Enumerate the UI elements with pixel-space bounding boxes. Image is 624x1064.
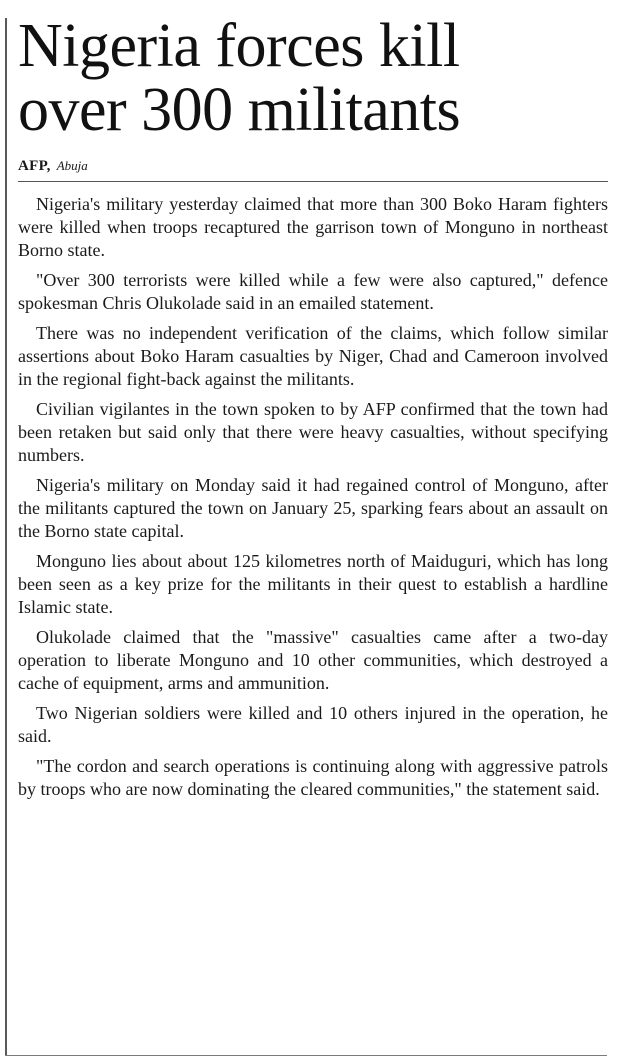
body-paragraph: There was no independent verification of the claims, which follow similar assertions about Boko Haram casualties by Niger, Chad and Cameroon involved in the regional fight-back against the militants. (18, 323, 608, 389)
body-paragraph: Nigeria's military on Monday said it had regained control of Monguno, after the militants captured the town on January 25, sparking fears about an assault on the Borno state capital. (18, 475, 608, 541)
byline-divider (18, 181, 608, 182)
column-rule-bottom (5, 1055, 607, 1056)
body-paragraph: "The cordon and search operations is continuing along with aggressive patrols by troops who are now dominating the cleared communities," the statement said. (18, 756, 608, 799)
headline-line-2: over 300 militants (18, 76, 461, 144)
body-paragraph: Nigeria's military yesterday claimed that more than 300 Boko Haram fighters were killed when troops recaptured the garrison town of Monguno in northeast Borno state. (18, 194, 608, 260)
byline-dateline: Abuja (56, 158, 88, 173)
headline (18, 14, 608, 142)
body-paragraph: Monguno lies about about 125 kilometres north of Maiduguri, which has long been seen as a key prize for the militants in their quest to establish a hardline Islamic state. (18, 551, 608, 617)
body-paragraph: Two Nigerian soldiers were killed and 10 others injured in the operation, he said. (18, 703, 608, 746)
headline-line-1: Nigeria forces kill (18, 12, 460, 80)
byline (18, 156, 608, 176)
article-body (18, 193, 608, 801)
news-article (18, 14, 608, 808)
column-rule-left (5, 18, 7, 1056)
body-paragraph: "Over 300 terrorists were killed while a few were also captured," defence spokesman Chris Olukolade said in an emailed statement. (18, 270, 608, 313)
body-paragraph: Civilian vigilantes in the town spoken to by AFP confirmed that the town had been retaken but said only that there were heavy casualties, without specifying numbers. (18, 399, 608, 465)
body-paragraph: Olukolade claimed that the "massive" casualties came after a two-day operation to liberate Monguno and 10 other communities, which destroyed a cache of equipment, arms and ammunition. (18, 627, 608, 693)
byline-agency: AFP, (18, 158, 51, 174)
